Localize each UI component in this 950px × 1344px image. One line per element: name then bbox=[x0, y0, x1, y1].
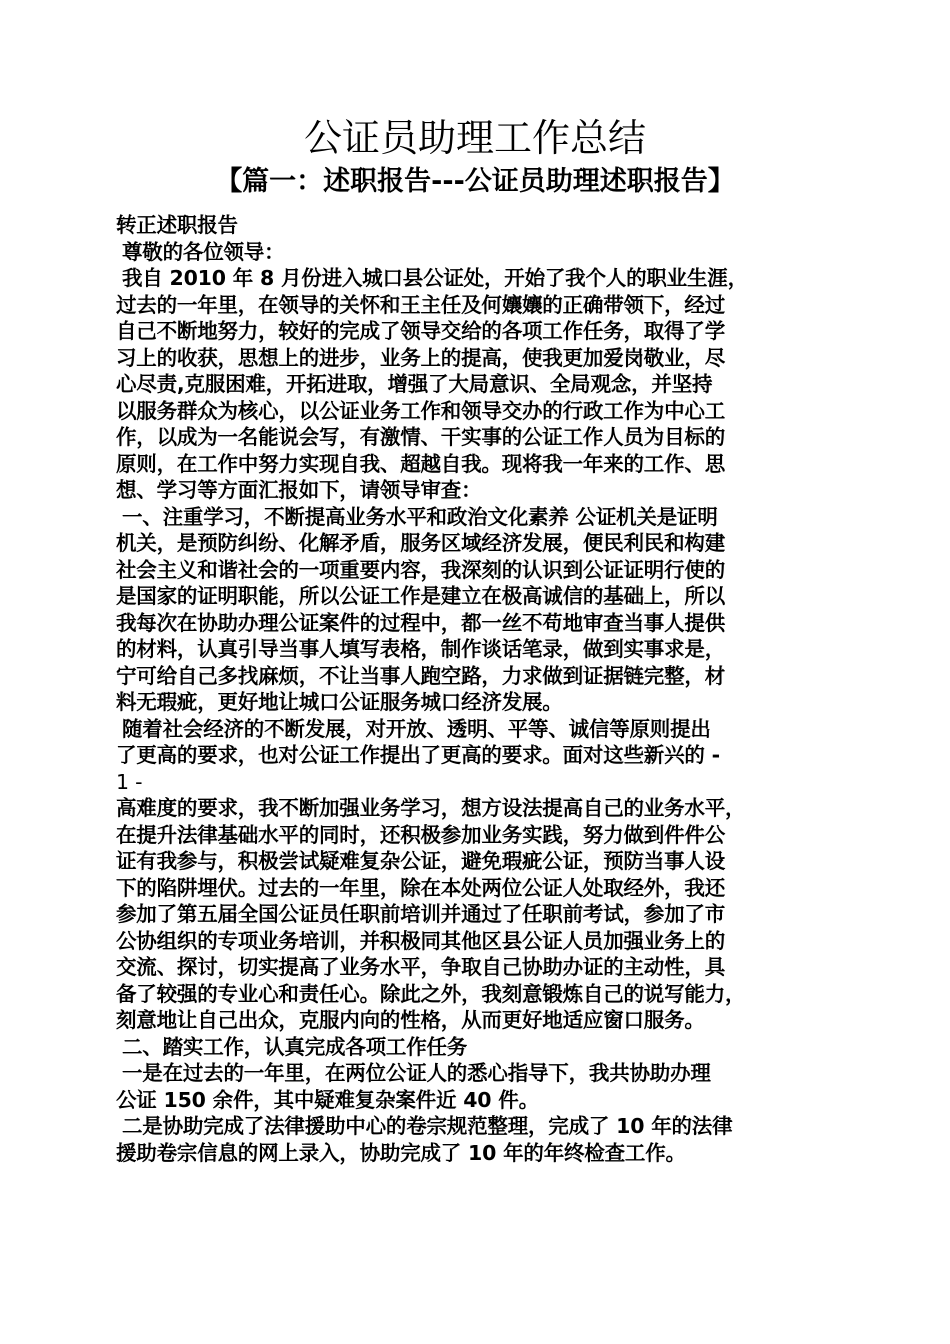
paragraph-line: 交流、探讨，切实提高了业务水平，争取自己协助办证的主动性，具 bbox=[116, 955, 725, 979]
paragraph-line: 二是协助完成了法律援助中心的卷宗规范整理，完成了 10 年的法律 bbox=[122, 1114, 733, 1138]
paragraph-line: 我自 2010 年 8 月份进入城口县公证处，开始了我个人的职业生涯， bbox=[122, 266, 748, 290]
salutation: 尊敬的各位领导： bbox=[122, 239, 285, 264]
paragraph-line: 了更高的要求，也对公证工作提出了更高的要求。面对这些新兴的 - bbox=[116, 743, 720, 767]
paragraph-line: 自己不断地努力，较好的完成了领导交给的各项工作任务，取得了学 bbox=[116, 319, 725, 343]
paragraph-line: 社会主义和谐社会的一项重要内容，我深刻的认识到公证证明行使的 bbox=[116, 557, 725, 582]
paragraph-line: 下的陷阱埋伏。过去的一年里，除在本处两位公证人处取经外，我还 bbox=[116, 875, 725, 900]
paragraph-line: 机关，是预防纠纷、化解矛盾，服务区域经济发展，便民利民和构建 bbox=[116, 531, 725, 555]
paragraph-line: 料无瑕疵，更好地让城口公证服务城口经济发展。 bbox=[116, 690, 563, 714]
paragraph-line: 证有我参与，积极尝试疑难复杂公证，避免瑕疵公证，预防当事人设 bbox=[116, 849, 725, 873]
paragraph-line: 习上的收获，思想上的进步，业务上的提高，使我更加爱岗敬业，尽 bbox=[116, 345, 725, 370]
paragraph-line: 原则，在工作中努力实现自我、超越自我。现将我一年来的工作、思 bbox=[116, 451, 725, 476]
paragraph-line: 是国家的证明职能，所以公证工作是建立在极高诚信的基础上，所以 bbox=[116, 584, 725, 608]
paragraph-line: 随着社会经济的不断发展，对开放、透明、平等、诚信等原则提出 bbox=[122, 716, 711, 741]
paragraph-line: 援助卷宗信息的网上录入，协助完成了 10 年的年终检查工作。 bbox=[116, 1140, 686, 1165]
paragraph-line: 我每次在协助办理公证案件的过程中，都一丝不苟地审查当事人提供 bbox=[116, 610, 725, 635]
section-heading-line: 二、踏实工作，认真完成各项工作任务 bbox=[122, 1034, 468, 1059]
paragraph-line: 作，以成为一名能说会写，有激情、干实事的公证工作人员为目标的 bbox=[116, 425, 725, 449]
paragraph-line: 宁可给自己多找麻烦，不让当事人跑空路，力求做到证据链完整，材 bbox=[116, 663, 725, 688]
section-heading-line: 一、注重学习，不断提高业务水平和政治文化素养 公证机关是证明 bbox=[122, 504, 718, 529]
document-subtitle: 【篇一：述职报告---公证员助理述职报告】 bbox=[215, 166, 735, 197]
document-title: 公证员助理工作总结 bbox=[303, 116, 646, 160]
paragraph-line: 一是在过去的一年里，在两位公证人的悉心指导下，我共协助办理 bbox=[122, 1061, 711, 1085]
paragraph-line: 过去的一年里，在领导的关怀和王主任及何孃孃的正确带领下，经过 bbox=[116, 292, 725, 317]
paragraph-line: 备了较强的专业心和责任心。除此之外，我刻意锻炼自己的说写能力， bbox=[116, 981, 746, 1006]
document-body bbox=[116, 212, 840, 1166]
page-number: 1 - bbox=[116, 769, 143, 794]
paragraph-line: 在提升法律基础水平的同时，还积极参加业务实践，努力做到件件公 bbox=[116, 822, 725, 847]
section-heading: 转正述职报告 bbox=[116, 213, 238, 237]
paragraph-line: 刻意地让自己出众，克服内向的性格，从而更好地适应窗口服务。 bbox=[116, 1008, 705, 1032]
paragraph-line: 公证 150 余件，其中疑难复杂案件近 40 件。 bbox=[116, 1087, 539, 1112]
paragraph-line: 参加了第五届全国公证员任职前培训并通过了任职前考试，参加了市 bbox=[116, 902, 725, 926]
paragraph-line: 心尽责,克服困难，开拓进取，增强了大局意识、全局观念，并坚持 bbox=[116, 372, 713, 396]
paragraph-line: 想、学习等方面汇报如下，请领导审查： bbox=[116, 478, 482, 502]
paragraph-line: 公协组织的专项业务培训，并积极同其他区县公证人员加强业务上的 bbox=[116, 928, 725, 953]
paragraph-line: 的材料，认真引导当事人填写表格，制作谈话笔录，做到实事求是， bbox=[116, 637, 725, 661]
paragraph-line: 高难度的要求，我不断加强业务学习，想方设法提高自己的业务水平， bbox=[116, 796, 746, 820]
paragraph-line: 以服务群众为核心，以公证业务工作和领导交办的行政工作为中心工 bbox=[116, 398, 725, 423]
